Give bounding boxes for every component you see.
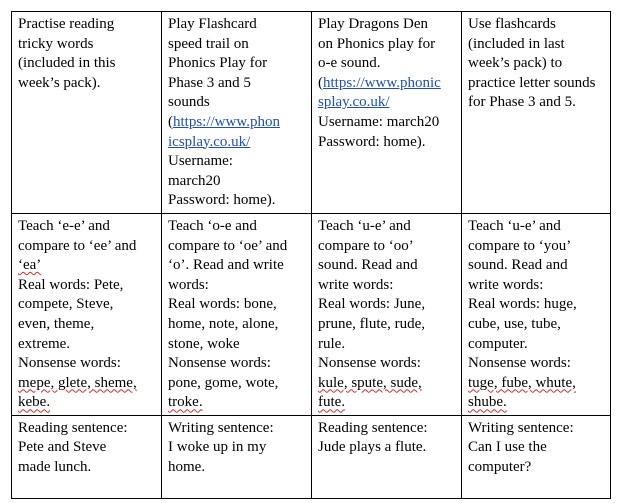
cell-line: Pete and Steve bbox=[18, 439, 107, 456]
cell-line: Password: home). bbox=[318, 133, 426, 150]
cell-line: Play Flashcard bbox=[168, 16, 257, 32]
cell-line: Teach ‘u-e’ and bbox=[468, 217, 561, 234]
phonicsplay-link[interactable]: https://www.phon bbox=[173, 113, 280, 130]
cell-line: compare to ‘oo’ bbox=[318, 237, 414, 254]
cell-line: sound. Read and bbox=[468, 257, 568, 274]
cell-line: compare to ‘you’ bbox=[468, 237, 572, 254]
cell-line: tuge, fube, whute, bbox=[468, 374, 576, 391]
cell-line: Real words: June, bbox=[318, 296, 426, 313]
cell-line: Password: home). bbox=[168, 192, 276, 209]
cell-line: Writing sentence: bbox=[468, 419, 574, 436]
cell-line: Can I use the bbox=[468, 439, 547, 456]
cell-line: Practise reading bbox=[18, 16, 115, 32]
cell-line: Reading sentence: bbox=[318, 419, 428, 436]
phonicsplay-link[interactable]: https://www.phonic bbox=[323, 74, 441, 91]
cell-line: Real words: bone, bbox=[168, 296, 277, 313]
cell-line: march20 bbox=[168, 172, 221, 189]
table-row bbox=[12, 12, 611, 214]
table-row bbox=[12, 213, 611, 415]
cell-line: compare to ‘ee’ and bbox=[18, 237, 137, 254]
cell-line: even, theme, bbox=[18, 315, 95, 332]
cell-line: write words: bbox=[318, 276, 394, 293]
cell-line: Reading sentence: bbox=[18, 419, 128, 436]
cell-line: kule, spute, sude, bbox=[318, 374, 422, 391]
cell-line: Phonics Play for bbox=[168, 55, 268, 72]
cell-line-link-open[interactable]: (https://www.phonic bbox=[318, 74, 441, 91]
cell-line: speed trail on bbox=[168, 35, 249, 52]
table-cell bbox=[312, 415, 462, 498]
cell-line: pone, gome, wote, bbox=[168, 374, 279, 391]
cell-line: (included in last bbox=[468, 35, 565, 52]
cell-line: compare to ‘oe’ and bbox=[168, 237, 288, 254]
cell-line: sound. Read and bbox=[318, 257, 418, 274]
cell-line: Writing sentence: bbox=[168, 419, 274, 436]
cell-line: troke. bbox=[168, 394, 203, 411]
cell-line: week’s pack) to bbox=[468, 55, 563, 72]
cell-line: Username: bbox=[168, 153, 233, 170]
cell-line: prune, flute, rude, bbox=[318, 315, 426, 332]
table-cell bbox=[462, 213, 611, 415]
table-cell bbox=[462, 12, 611, 214]
cell-line: for Phase 3 and 5. bbox=[468, 94, 576, 111]
cell-line: mepe, glete, sheme, bbox=[18, 374, 137, 391]
cell-line: Teach ‘e-e’ and bbox=[18, 217, 110, 234]
cell-line: extreme. bbox=[18, 335, 71, 352]
cell-line: cube, use, tube, bbox=[468, 315, 561, 332]
cell-line: Nonsense words: bbox=[318, 355, 421, 372]
cell-line: computer. bbox=[468, 335, 528, 352]
cell-line: Teach ‘u-e’ and bbox=[318, 217, 411, 234]
cell-line: home, note, alone, bbox=[168, 315, 279, 332]
phonicsplay-link[interactable]: splay.co.uk/ bbox=[318, 94, 390, 111]
table-cell bbox=[162, 12, 312, 214]
cell-line: Play Dragons Den bbox=[318, 16, 428, 32]
cell-line: Teach ‘o-e and bbox=[168, 217, 257, 234]
table-cell bbox=[12, 12, 162, 214]
cell-line: Use flashcards bbox=[468, 16, 556, 32]
cell-line: sounds bbox=[168, 94, 210, 111]
cell-line: words: bbox=[168, 276, 209, 293]
cell-line: home. bbox=[168, 459, 206, 476]
cell-line: Phase 3 and 5 bbox=[168, 74, 251, 91]
table-cell bbox=[312, 213, 462, 415]
cell-line: Nonsense words: bbox=[168, 355, 271, 372]
cell-line: Nonsense words: bbox=[468, 355, 571, 372]
cell-line: Username: march20 bbox=[318, 113, 440, 130]
cell-line: ‘ea’ bbox=[18, 257, 42, 274]
cell-line: o-e sound. bbox=[318, 55, 381, 72]
cell-line: week’s pack). bbox=[18, 74, 101, 91]
cell-line-link[interactable] bbox=[318, 93, 456, 113]
table-cell bbox=[312, 12, 462, 214]
cell-line: on Phonics play for bbox=[318, 35, 436, 52]
cell-line: shube. bbox=[468, 394, 507, 411]
activity-table bbox=[11, 11, 611, 499]
table-cell bbox=[12, 415, 162, 498]
table-cell bbox=[162, 415, 312, 498]
table-cell bbox=[12, 213, 162, 415]
cell-line: compete, Steve, bbox=[18, 296, 114, 313]
cell-line: write words: bbox=[468, 276, 544, 293]
cell-line: Nonsense words: bbox=[18, 355, 121, 372]
cell-line: kebe. bbox=[18, 394, 51, 411]
cell-line: (included in this bbox=[18, 55, 116, 72]
cell-line: rule. bbox=[318, 335, 346, 352]
cell-line: ‘o’. Read and write bbox=[168, 257, 284, 274]
cell-line-link[interactable] bbox=[168, 133, 306, 153]
cell-line: I woke up in my bbox=[168, 439, 267, 456]
table-row bbox=[12, 415, 611, 498]
table-cell bbox=[162, 213, 312, 415]
cell-line: Real words: Pete, bbox=[18, 276, 124, 293]
cell-line: made lunch. bbox=[18, 459, 92, 476]
cell-line: tricky words bbox=[18, 35, 94, 52]
cell-line: fute. bbox=[318, 394, 346, 411]
cell-line: Jude plays a flute. bbox=[318, 439, 427, 456]
table-cell bbox=[462, 415, 611, 498]
cell-line-link-open[interactable]: (https://www.phon bbox=[168, 113, 280, 130]
cell-line: computer? bbox=[468, 459, 532, 476]
cell-line: Real words: huge, bbox=[468, 296, 577, 313]
cell-line: stone, woke bbox=[168, 335, 240, 352]
phonicsplay-link[interactable]: icsplay.co.uk/ bbox=[168, 133, 251, 150]
cell-line: practice letter sounds bbox=[468, 74, 596, 91]
